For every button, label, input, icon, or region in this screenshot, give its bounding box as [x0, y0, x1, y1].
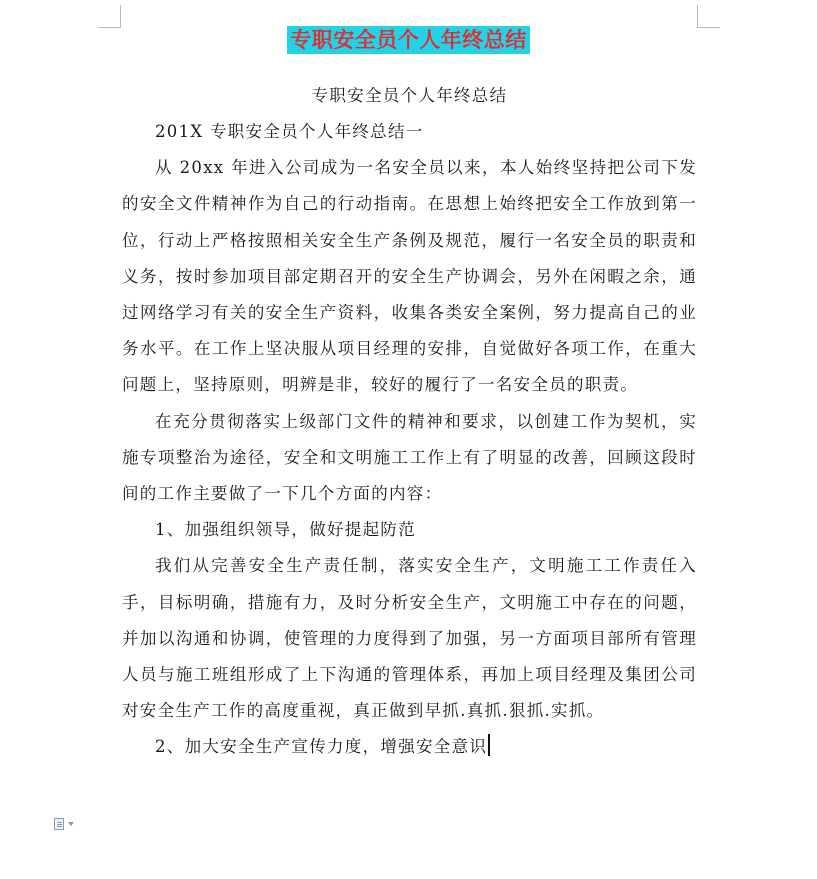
paragraph[interactable]: 从 20xx 年进入公司成为一名安全员以来，本人始终坚持把公司下发的安全文件精神作为自己的行动指南。在思想上始终把安全工作放到第一位，行动上严格按照相关安全生产条例及规范，履行一名安全员的职责和义务，按时参加项目部定期召开的安全生产协调会，另外在闲暇之余，通过网络学习有关的安全生产资料，收集各类安全案例，努力提高自己的业务水平。在工作上坚决服从项目经理的安排，自觉做好各项工作，在重大问题上，坚持原则，明辨是非，较好的履行了一名安全员的职责。: [122, 158, 697, 395]
paragraph-text[interactable]: 2、加大安全生产宣传力度，增强安全意识: [155, 737, 488, 757]
chevron-down-icon: [68, 822, 74, 826]
document-title[interactable]: 专职安全员个人年终总结: [287, 26, 530, 54]
document-body[interactable]: [122, 80, 697, 766]
title-container: [0, 26, 817, 54]
paragraph[interactable]: 201X 专职安全员个人年终总结一: [155, 122, 424, 141]
text-cursor: [488, 734, 490, 756]
document-status-icon[interactable]: [54, 818, 80, 832]
margin-corner-mark-right: [697, 5, 720, 28]
paragraph[interactable]: 我们从完善安全生产责任制，落实安全生产，文明施工工作责任入手，目标明确，措施有力，及时分析安全生产，文明施工中存在的问题，并加以沟通和协调，使管理的力度得到了加强，另一方面项目部所有管理人员与施工班组形成了上下沟通的管理体系，再加上项目经理及集团公司对安全生产工作的高度重视，真正做到早抓.真抓.狠抓.实抓。: [122, 556, 697, 721]
document-icon: [54, 818, 64, 830]
paragraph[interactable]: 1、加强组织领导，做好提起防范: [155, 520, 416, 540]
paragraph[interactable]: 在充分贯彻落实上级部门文件的精神和要求，以创建工作为契机，实施专项整治为途径，安全和文明施工工作上有了明显的改善，回顾这段时间的工作主要做了一下几个方面的内容：: [122, 411, 697, 504]
margin-corner-mark-left: [98, 5, 121, 28]
paragraph-with-cursor[interactable]: [122, 729, 697, 765]
document-subtitle[interactable]: 专职安全员个人年终总结: [311, 86, 508, 105]
